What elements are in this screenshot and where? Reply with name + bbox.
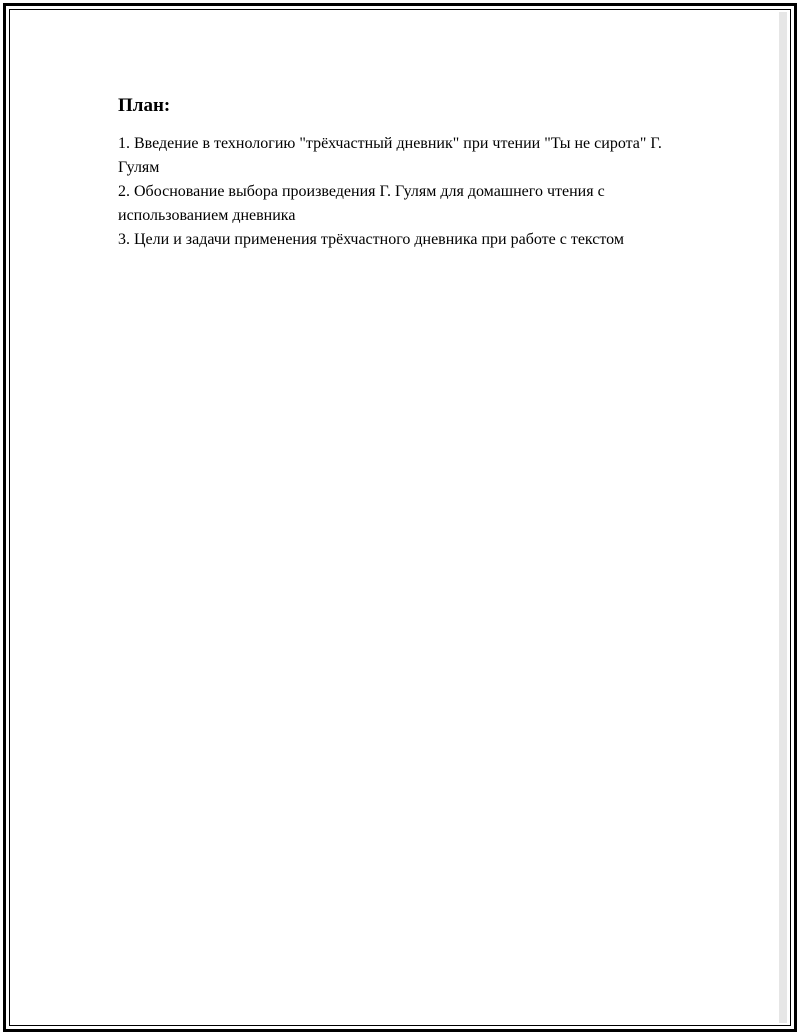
plan-heading: План: (118, 95, 171, 116)
document-page-content (118, 92, 698, 252)
plan-list (118, 132, 698, 252)
plan-item-1: 1. Введение в технологию "трёхчастный дневник" при чтении "Ты не сирота" Г. Гулям (118, 135, 662, 176)
plan-item-2: 2. Обоснование выбора произведения Г. Гулям для домашнего чтения с использованием дневника (118, 183, 605, 224)
plan-item-3: 3. Цели и задачи применения трёхчастного дневника при работе с текстом (118, 231, 624, 248)
